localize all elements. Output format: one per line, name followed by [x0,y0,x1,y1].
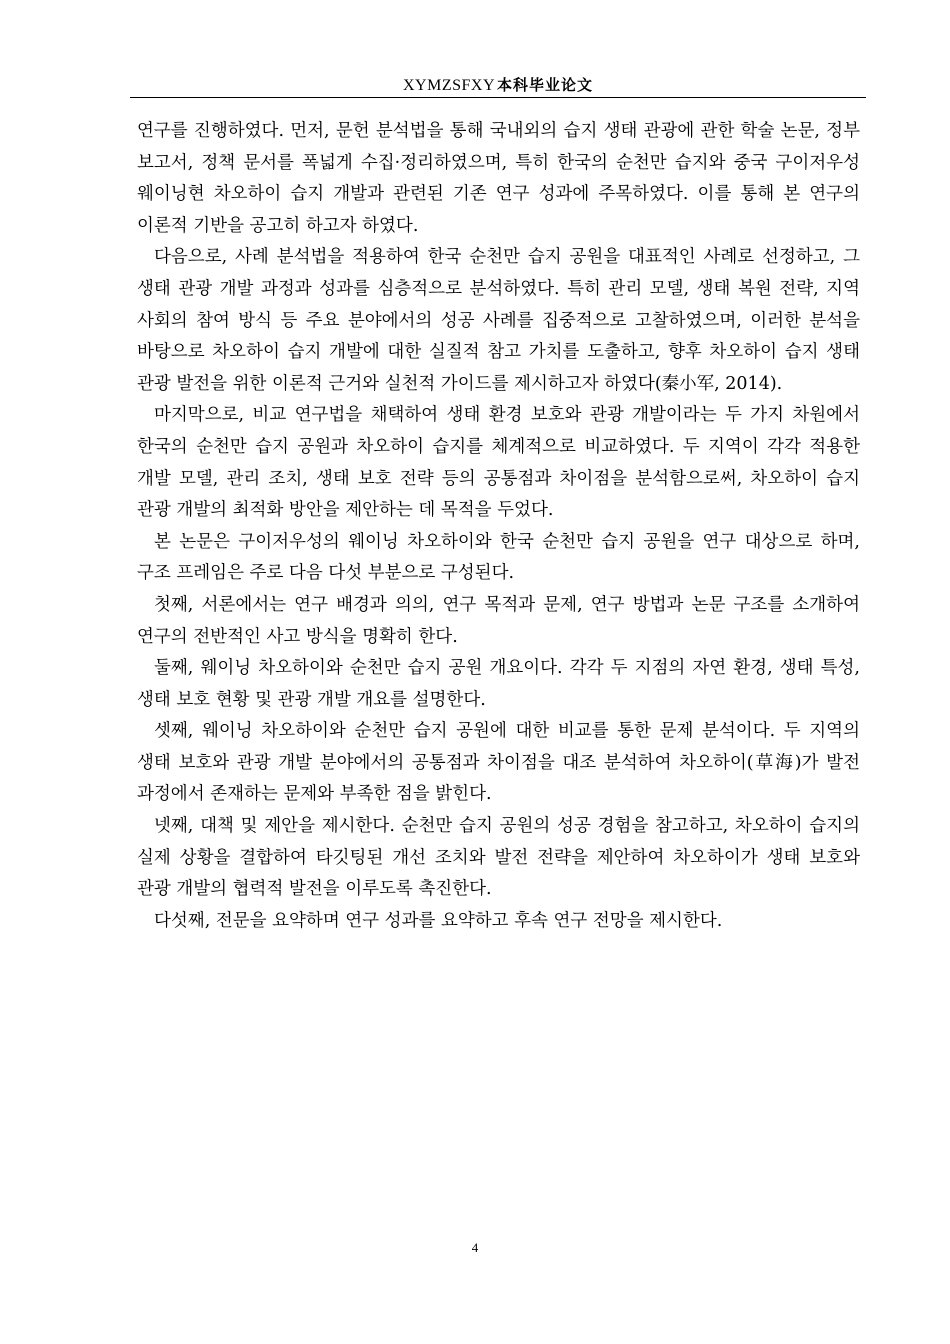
header-rule [130,97,866,98]
paragraph-case-analysis: 다음으로, 사례 분석법을 적용하여 한국 순천만 습지 공원을 대표적인 사례로 선정하고, 그 생태 관광 개발 과정과 성과를 심층적으로 분석하였다. 특히 관리 모델, 생태 복원 전략, 지역 사회의 참여 방식 등 주요 분야에서의 성공 사례를 집중적으로 고찰하였으며, 이러한 분석을 바탕으로 차오하이 습지 개발에 대한 실질적 참고 가치를 도출하고, 향후 차오하이 습지 생태 관광 발전을 위한 이론적 근거와 실천적 가이드를 제시하고자 하였다(秦小军, 2014). [137,247,860,394]
page-number: 4 [471,1240,479,1255]
paragraph-part-five: 다섯째, 전문을 요약하며 연구 성과를 요약하고 후속 연구 전망을 제시한다. [154,910,723,931]
running-header [130,74,866,98]
paragraph-part-one: 첫째, 서론에서는 연구 배경과 의의, 연구 목적과 문제, 연구 방법과 논문 구조를 소개하여 연구의 전반적인 사고 방식을 명확히 한다. [137,594,860,647]
paragraph-comparative-method: 마지막으로, 비교 연구법을 채택하여 생태 환경 보호와 관광 개발이라는 두 가지 차원에서 한국의 순천만 습지 공원과 차오하이 습지를 체계적으로 비교하였다. 두 지역이 각각 적용한 개발 모델, 관리 조치, 생태 보호 전략 등의 공통점과 차이점을 분석함으로써, 차오하이 습지 관광 개발의 최적화 방안을 제안하는 데 목적을 두었다. [137,405,860,521]
paragraph-continued: 연구를 진행하였다. 먼저, 문헌 분석법을 통해 국내외의 습지 생태 관광에 관한 학술 논문, 정부 보고서, 정책 문서를 폭넓게 수집·정리하였으며, 특히 한국의 순천만 습지와 중국 구이저우성 웨이닝현 차오하이 습지 개발과 관련된 기존 연구 성과에 주목하였다. 이를 통해 본 연구의 이론적 기반을 공고히 하고자 하였다. [137,121,860,236]
paragraph-structure-intro: 본 논문은 구이저우성의 웨이닝 차오하이와 한국 순천만 습지 공원을 연구 대상으로 하며, 구조 프레임은 주로 다음 다섯 부분으로 구성된다. [137,531,860,584]
paragraph-part-four: 넷째, 대책 및 제안을 제시한다. 순천만 습지 공원의 성공 경험을 참고하고, 차오하이 습지의 실제 상황을 결합하여 타깃팅된 개선 조치와 발전 전략을 제안하여 차오하이가 생태 보호와 관광 개발의 협력적 발전을 이루도록 촉진한다. [137,816,860,900]
paragraph-part-two: 둘째, 웨이닝 차오하이와 순천만 습지 공원 개요이다. 각각 두 지점의 자연 환경, 생태 특성, 생태 보호 현황 및 관광 개발 개요를 설명한다. [137,658,860,710]
paragraph-part-three: 셋째, 웨이닝 차오하이와 순천만 습지 공원에 대한 비교를 통한 문제 분석이다. 두 지역의 생태 보호와 관광 개발 분야에서의 공통점과 차이점을 대조 분석하여 차오하이(草海)가 발전 과정에서 존재하는 문제와 부족한 점을 밝힌다. [137,721,860,805]
header-chinese: 本科毕业论文 [497,76,594,94]
body-text [137,116,860,937]
header-latin: XYMZSFXY [402,77,495,94]
